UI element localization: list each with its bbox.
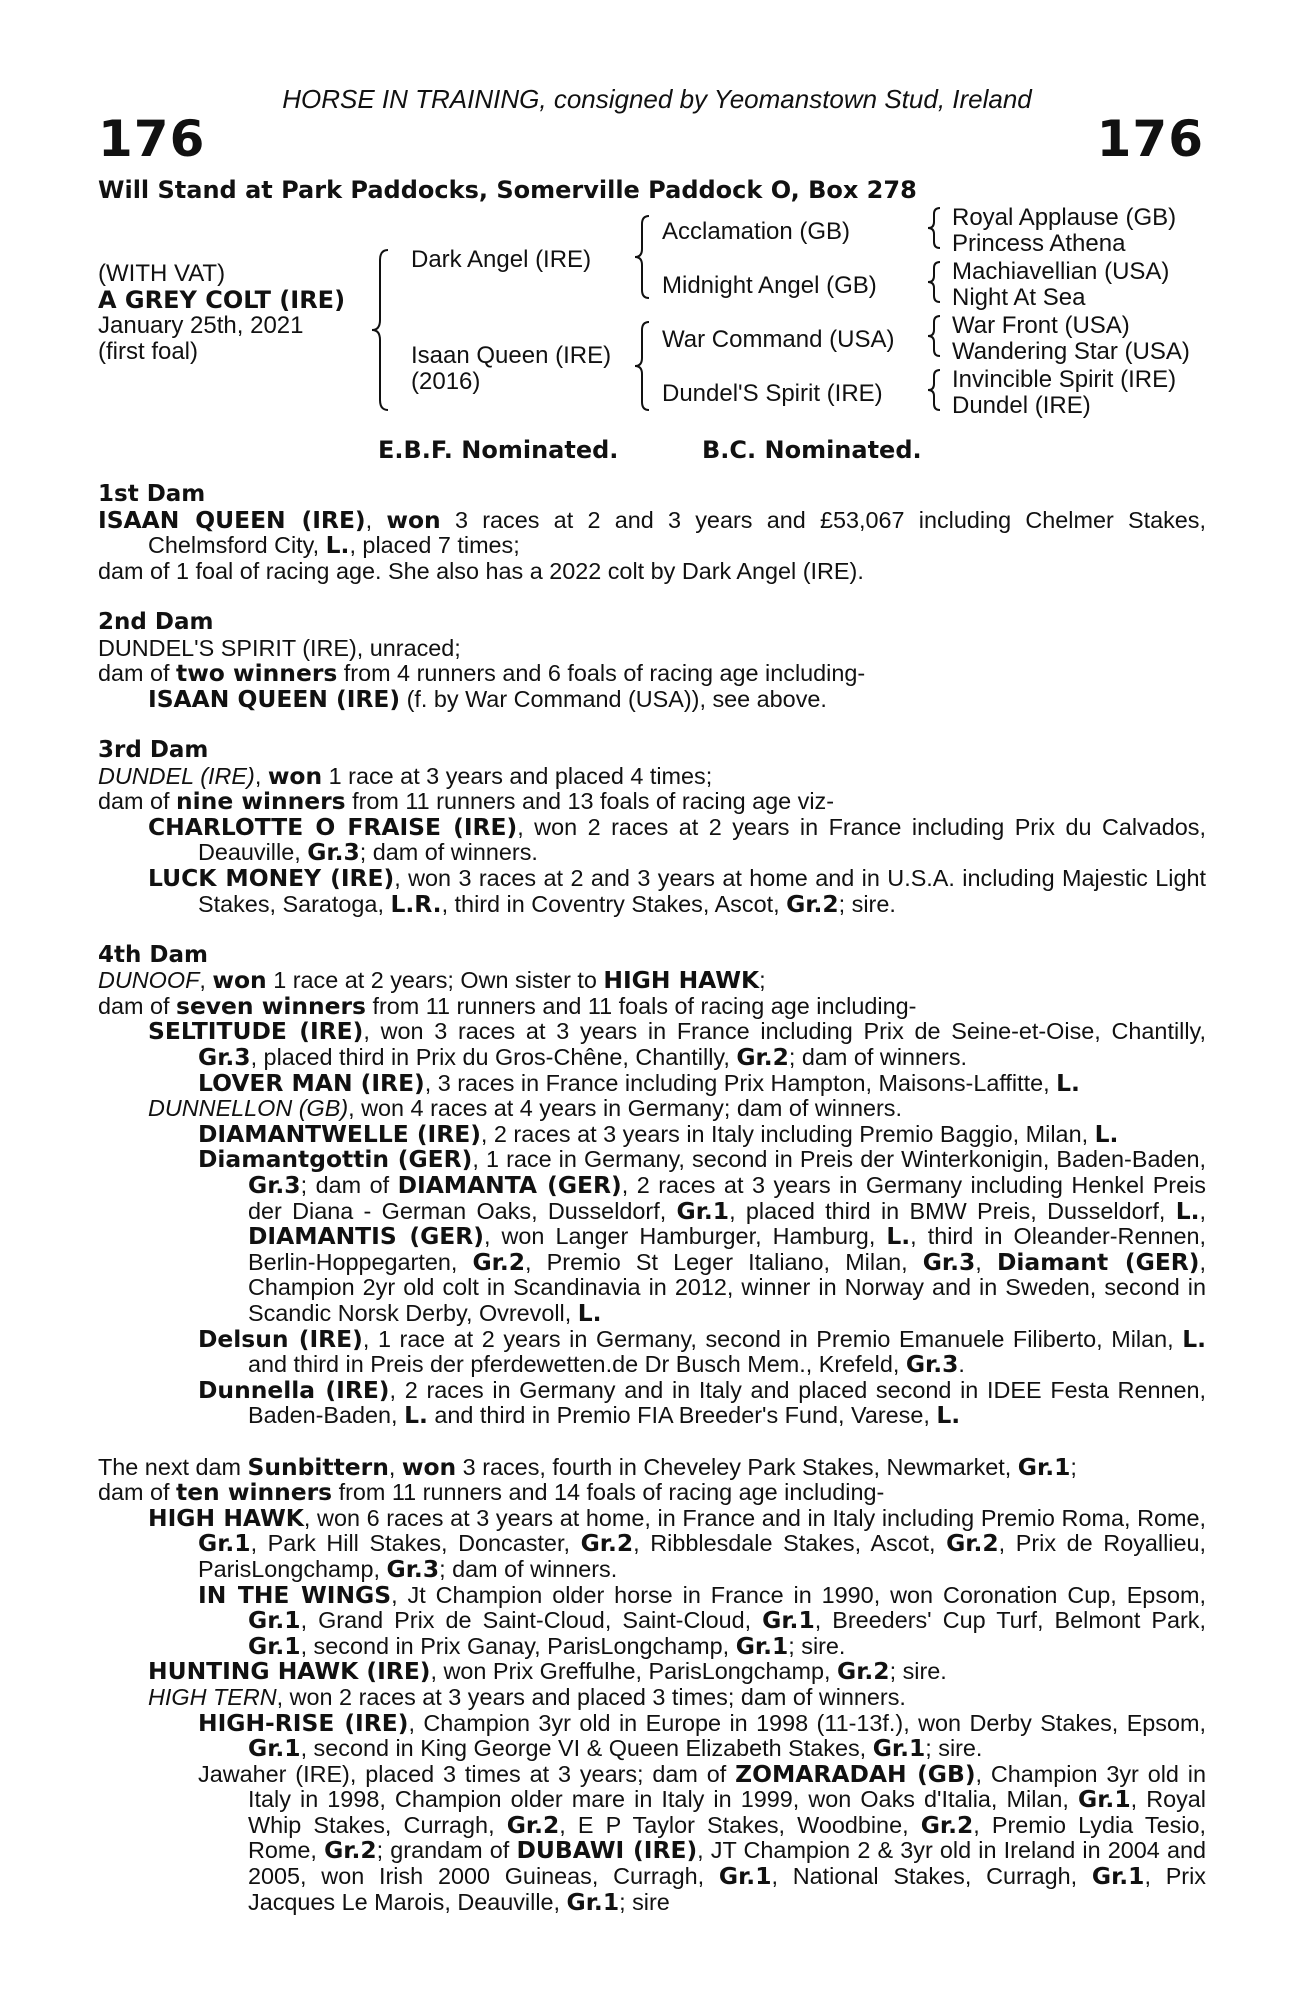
pedigree-brace-main xyxy=(370,248,394,412)
third-dam-line: DUNDEL (IRE), won 1 race at 3 years and placed 4 times; xyxy=(98,761,713,790)
second-dam-heading: 2nd Dam xyxy=(98,608,214,635)
consignment-header: HORSE IN TRAINING, consigned by Yeomanstown Stud, Ireland xyxy=(282,84,1032,114)
pedigree-sire-sire: Acclamation (GB) xyxy=(662,218,851,245)
pedigree-g1: Royal Applause (GB) xyxy=(952,204,1177,231)
pedigree-g2: Princess Athena xyxy=(952,230,1126,257)
fourth-dam-heading: 4th Dam xyxy=(98,941,208,968)
fourth-dam-progeny-2a: DIAMANTWELLE (IRE), 2 races at 3 years in Italy including Premio Baggio, Milan, L. xyxy=(198,1119,1119,1148)
second-dam-progeny: ISAAN QUEEN (IRE) (f. by War Command (USA)), see above. xyxy=(148,684,827,713)
next-dam-line: The next dam Sunbittern, won 3 races, fourth in Cheveley Park Stakes, Newmarket, Gr.1; xyxy=(98,1452,1077,1481)
next-dam-progeny-3: HIGH TERN, won 2 races at 3 years and placed 3 times; dam of winners. xyxy=(148,1683,906,1710)
fourth-dam-produce: dam of seven winners from 11 runners and 11 foals of racing age including- xyxy=(98,991,917,1020)
lot-number-right: 176 xyxy=(1096,110,1204,168)
pedigree-brace-dam xyxy=(633,320,653,412)
pedigree-brace-g1 xyxy=(926,206,944,250)
vat-note: (WITH VAT) xyxy=(98,260,226,287)
fourth-dam-progeny-2d: Dunnella (IRE), 2 races in Germany and in Italy and placed second in IDEE Festa Rennen, Baden-Baden, L. and third in Premio FIA Breeder's Fund, Varese, L. xyxy=(198,1375,1206,1430)
pedigree-g7: Invincible Spirit (IRE) xyxy=(952,366,1177,393)
third-dam-progeny-2: LUCK MONEY (IRE), won 3 races at 2 and 3 years at home and in U.S.A. including Majestic Light Stakes, Saratoga, L.R., third in Coventry Stakes, Ascot, Gr.2; sire. xyxy=(148,863,1206,918)
fourth-dam-line: DUNOOF, won 1 race at 2 years; Own sister to HIGH HAWK; xyxy=(98,966,766,995)
pedigree-brace-g4 xyxy=(926,368,944,412)
pedigree-dam-dam: Dundel'S Spirit (IRE) xyxy=(662,380,883,407)
next-dam-produce: dam of ten winners from 11 runners and 14 foals of racing age including- xyxy=(98,1478,885,1507)
next-dam-progeny-3b: Jawaher (IRE), placed 3 times at 3 years; dam of ZOMARADAH (GB), Champion 3yr old in Italy in 1998, Champion older mare in Italy in 1999, won Oaks d'Italia, Milan, Gr.1, Royal Whip Stakes, Curragh, Gr.2, E P Taylor Stakes, Woodbine, Gr.2, Premio Lydia Tesio, Rome, Gr.2; grandam of DUBAWI (IRE), JT Champion 2 & 3yr old in Ireland in 2004 and 2005, won Irish 2000 Guineas, Curragh, Gr.1, National Stakes, Curragh, Gr.1, Prix Jacques Le Marois, Deauville, Gr.1; sire xyxy=(198,1759,1206,1916)
pedigree-g5: War Front (USA) xyxy=(952,312,1130,339)
pedigree-dam-sire: War Command (USA) xyxy=(662,326,895,353)
second-dam-produce: dam of two winners from 4 runners and 6 foals of racing age including- xyxy=(98,659,866,688)
fourth-dam-progeny-1: SELTITUDE (IRE), won 3 races at 3 years in France including Prix de Seine-et-Oise, Chantilly, Gr.3, placed third in Prix du Gros-Chêne, Chantilly, Gr.2; dam of winners. xyxy=(148,1017,1206,1072)
third-dam-heading: 3rd Dam xyxy=(98,736,209,763)
first-dam-line: ISAAN QUEEN (IRE), won 3 races at 2 and 3 years and £53,067 including Chelmer Stakes, Chelmsford City, L., placed 7 times; xyxy=(98,505,1206,560)
produce-record xyxy=(98,482,1206,1915)
pedigree-dam-year: (2016) xyxy=(411,368,481,395)
ebf-nomination: E.B.F. Nominated. xyxy=(378,436,619,464)
first-dam-produce: dam of 1 foal of racing age. She also has a 2022 colt by Dark Angel (IRE). xyxy=(98,557,864,584)
third-dam-progeny-1: CHARLOTTE O FRAISE (IRE), won 2 races at 2 years in France including Prix du Calvados, Deauville, Gr.3; dam of winners. xyxy=(148,812,1206,867)
foaling-date: January 25th, 2021 xyxy=(98,312,304,339)
pedigree-g6: Wandering Star (USA) xyxy=(952,338,1190,365)
next-dam-progeny-1: HIGH HAWK, won 6 races at 3 years at home, in France and in Italy including Premio Roma, Rome, Gr.1, Park Hill Stakes, Doncaster, Gr.2, Ribblesdale Stakes, Ascot, Gr.2, Prix de Royallieu, ParisLongchamp, Gr.3; dam of winners. xyxy=(148,1503,1207,1583)
bc-nomination: B.C. Nominated. xyxy=(702,436,922,464)
next-dam-progeny-2: HUNTING HAWK (IRE), won Prix Greffulhe, ParisLongchamp, Gr.2; sire. xyxy=(148,1657,947,1686)
pedigree-dam: Isaan Queen (IRE) xyxy=(411,342,612,369)
pedigree-sire: Dark Angel (IRE) xyxy=(411,246,592,273)
next-dam-progeny-1a: IN THE WINGS, Jt Champion older horse in France in 1990, won Coronation Cup, Epsom, Gr.1, Grand Prix de Saint-Cloud, Saint-Cloud, Gr.1, Breeders' Cup Turf, Belmont Park, Gr.1, second in Prix Ganay, ParisLongchamp, Gr.1; sire. xyxy=(198,1580,1207,1660)
pedigree-brace-g2 xyxy=(926,260,944,304)
pedigree-sire-dam: Midnight Angel (GB) xyxy=(662,272,877,299)
fourth-dam-progeny-2: DUNNELLON (GB), won 4 races at 4 years in Germany; dam of winners. xyxy=(148,1095,902,1122)
lot-number-left: 176 xyxy=(98,110,206,168)
pedigree-g8: Dundel (IRE) xyxy=(952,392,1091,419)
second-dam-line: DUNDEL'S SPIRIT (IRE), unraced; xyxy=(98,634,461,661)
pedigree-g4: Night At Sea xyxy=(952,284,1086,311)
horse-name: A GREY COLT (IRE) xyxy=(98,286,346,314)
next-dam-progeny-3a: HIGH-RISE (IRE), Champion 3yr old in Europe in 1998 (11-13f.), won Derby Stakes, Epsom, Gr.1, second in King George VI & Queen Elizabeth Stakes, Gr.1; sire. xyxy=(198,1708,1206,1763)
pedigree-brace-g3 xyxy=(926,314,944,358)
third-dam-produce: dam of nine winners from 11 runners and 13 foals of racing age viz- xyxy=(98,787,835,816)
pedigree-g3: Machiavellian (USA) xyxy=(952,258,1170,285)
stand-location: Will Stand at Park Paddocks, Somerville Paddock O, Box 278 xyxy=(98,176,917,204)
first-dam-heading: 1st Dam xyxy=(98,481,206,507)
fourth-dam-progeny-2c: Delsun (IRE), 1 race at 2 years in Germany, second in Premio Emanuele Filiberto, Milan, L. and third in Preis der pferdewetten.de Dr Busch Mem., Krefeld, Gr.3. xyxy=(198,1324,1206,1379)
foal-note: (first foal) xyxy=(98,338,199,365)
fourth-dam-progeny-2b: Diamantgottin (GER), 1 race in Germany, second in Preis der Winterkonigin, Baden-Baden, Gr.3; dam of DIAMANTA (GER), 2 races at 3 years in Germany including Henkel Preis der Diana - German Oaks, Dusseldorf, Gr.1, placed third in BMW Preis, Dusseldorf, L., DIAMANTIS (GER), won Langer Hamburger, Hamburg, L., third in Oleander-Rennen, Berlin-Hoppegarten, Gr.2, Premio St Leger Italiano, Milan, Gr.3, Diamant (GER), Champion 2yr old colt in Scandinavia in 2012, winner in Norway and in Sweden, second in Scandic Norsk Derby, Ovrevoll, L. xyxy=(198,1145,1207,1327)
pedigree-brace-sire xyxy=(633,214,653,300)
fourth-dam-progeny-1a: LOVER MAN (IRE), 3 races in France including Prix Hampton, Maisons-Laffitte, L. xyxy=(198,1068,1080,1097)
